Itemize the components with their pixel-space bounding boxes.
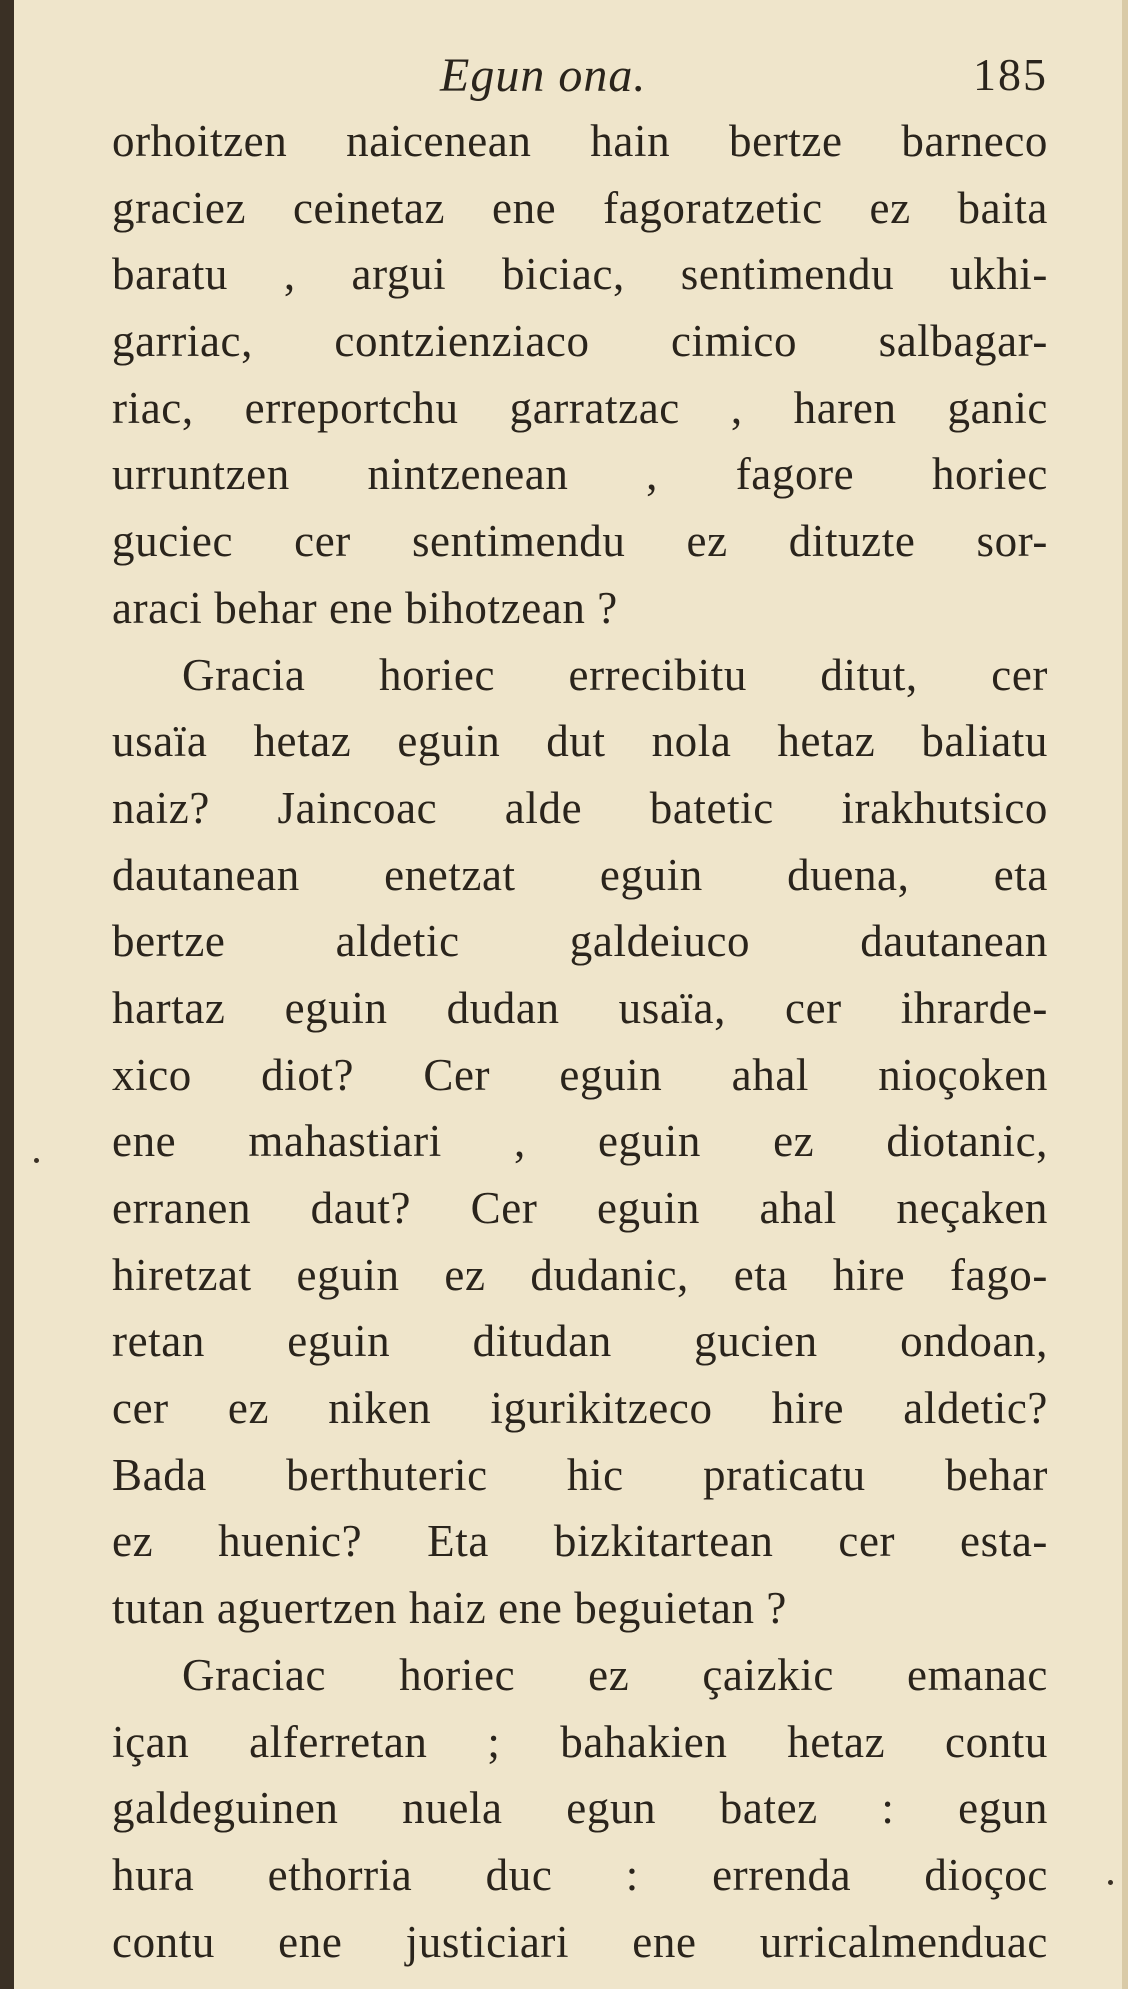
text-line: contu ene justiciari ene urricalmenduac xyxy=(112,1916,1048,1967)
text-line: dautanean enetzat eguin duena, eta xyxy=(112,849,1048,900)
text-line: galdeguinen nuela egun batez : egun xyxy=(112,1783,1048,1834)
text-line: cer ez niken igurikitzeco hire aldetic? xyxy=(112,1383,1048,1434)
text-line: araci behar ene bihotzean ? xyxy=(112,582,618,633)
text-line: naiz? Jaincoac alde batetic irakhutsico xyxy=(112,782,1048,833)
text-line: erranen daut? Cer eguin ahal neçaken xyxy=(112,1183,1048,1233)
text-line: graciez ceinetaz ene fagoratzetic ez baita xyxy=(112,182,1048,233)
text-line: xico diot? Cer eguin ahal nioçoken xyxy=(112,1049,1048,1100)
text-line: içan alferretan ; bahakien hetaz contu xyxy=(112,1716,1048,1767)
page-header xyxy=(112,48,1048,108)
text-line: hiretzat eguin ez dudanic, eta hire fago- xyxy=(112,1249,1048,1300)
running-title: Egun ona. xyxy=(440,49,647,102)
text-line: baratu , argui biciac, sentimendu ukhi- xyxy=(112,249,1048,300)
text-line: riac, erreportchu garratzac , haren ganic xyxy=(112,382,1048,433)
text-line: bertze aldetic galdeiuco dautanean xyxy=(112,916,1048,967)
page-left-edge xyxy=(0,0,14,1989)
page-number: 185 xyxy=(973,49,1048,100)
ink-speck xyxy=(1108,1880,1113,1885)
ink-speck xyxy=(34,1158,39,1163)
text-line: hartaz eguin dudan usaïa, cer ihrarde- xyxy=(112,982,1048,1033)
paragraph-first-line: Graciac horiec ez çaizkic emanac xyxy=(182,1649,1048,1700)
body-text xyxy=(112,108,1048,1975)
text-line: hura ethorria duc : errenda dioçoc xyxy=(112,1849,1048,1900)
text-line: Bada berthuteric hic praticatu behar xyxy=(112,1449,1048,1500)
text-line: tutan aguertzen haiz ene beguietan ? xyxy=(112,1583,788,1634)
text-line: garriac, contzienziaco cimico salbagar- xyxy=(112,316,1048,367)
text-line: retan eguin ditudan gucien ondoan, xyxy=(112,1316,1048,1367)
text-line: usaïa hetaz eguin dut nola hetaz baliatu xyxy=(112,716,1048,767)
page-right-edge xyxy=(1122,0,1128,1989)
paragraph-first-line: Gracia horiec errecibitu ditut, cer xyxy=(182,649,1048,700)
text-line: ez huenic? Eta bizkitartean cer esta- xyxy=(112,1516,1048,1567)
text-line: orhoitzen naicenean hain bertze barneco xyxy=(112,116,1048,166)
text-line: urruntzen nintzenean , fagore horiec xyxy=(112,449,1048,500)
text-line: ene mahastiari , eguin ez diotanic, xyxy=(112,1116,1048,1167)
text-line: guciec cer sentimendu ez dituzte sor- xyxy=(112,516,1048,567)
